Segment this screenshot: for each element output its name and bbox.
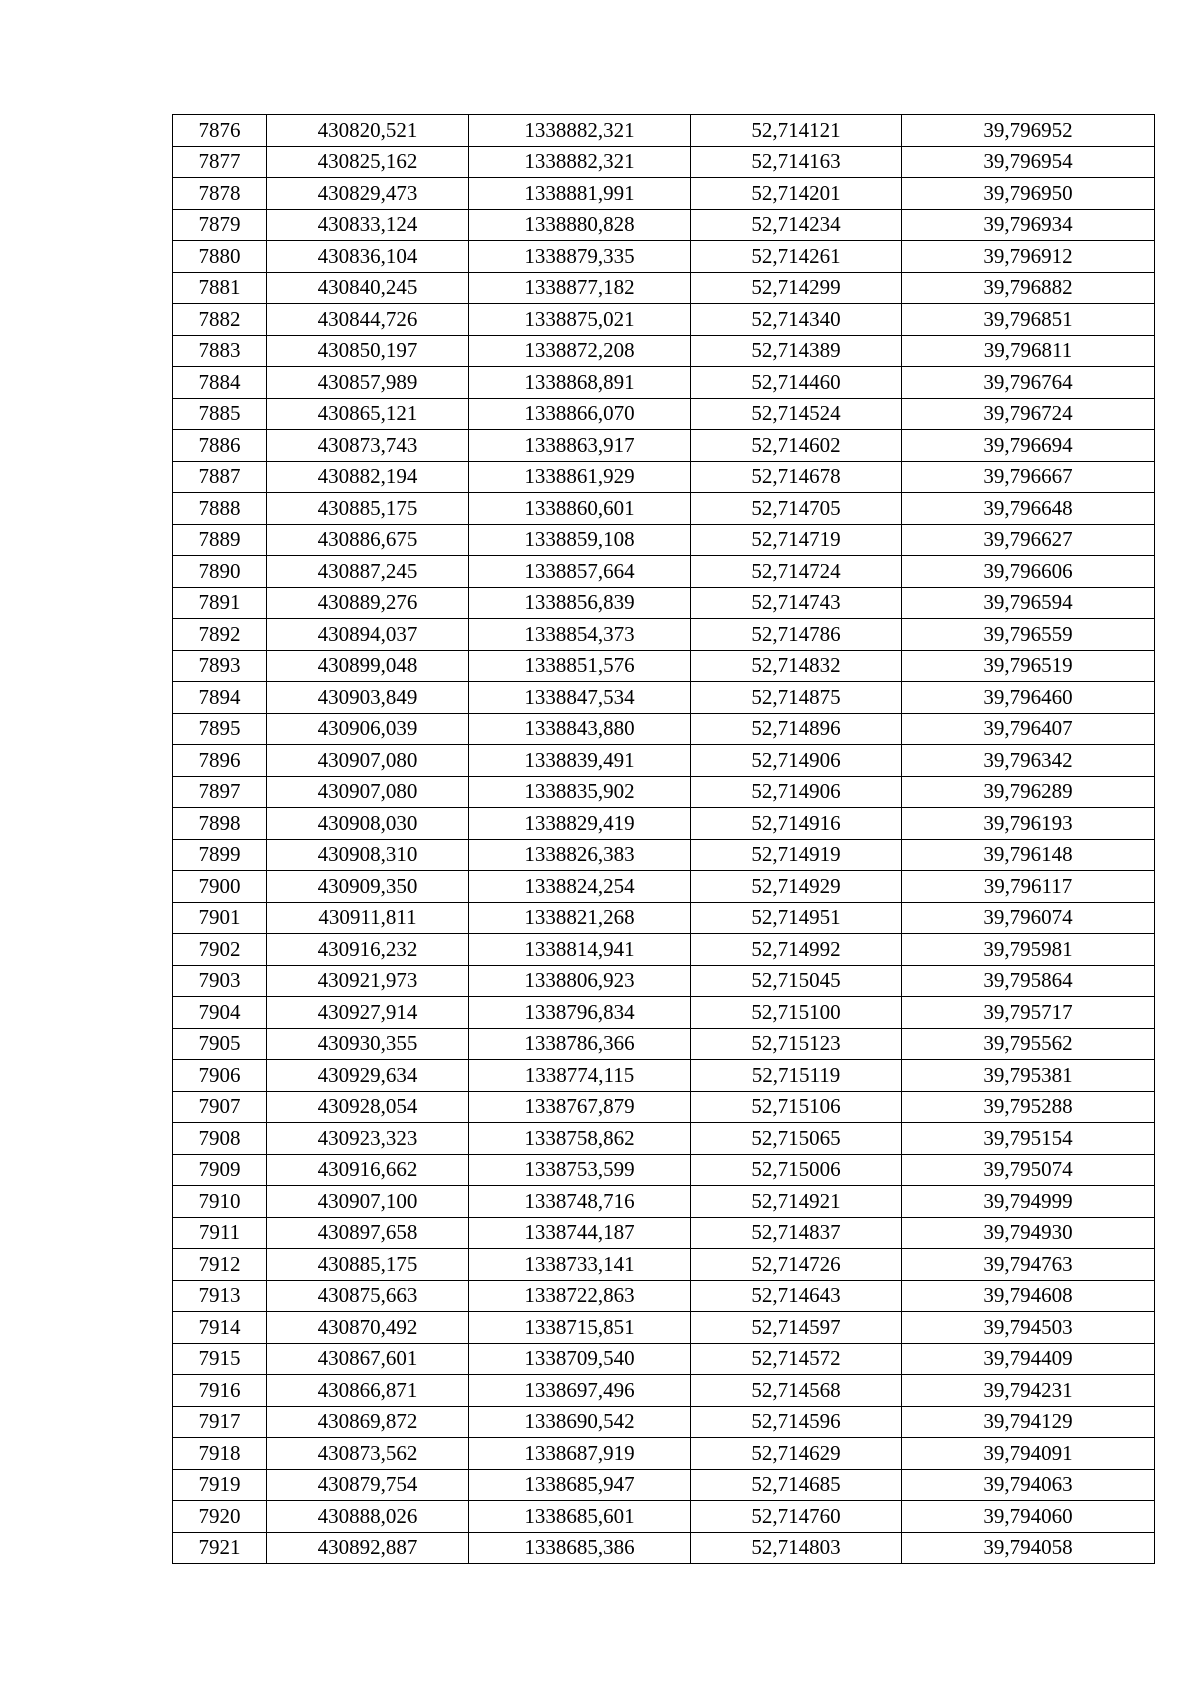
table-row <box>173 178 1155 210</box>
point-number-cell: 7921 <box>173 1532 267 1564</box>
point-number-cell: 7903 <box>173 965 267 997</box>
y-coordinate-cell: 1338709,540 <box>469 1343 691 1375</box>
table-row <box>173 1501 1155 1533</box>
table-row <box>173 619 1155 651</box>
x-coordinate-cell: 430927,914 <box>267 997 469 1029</box>
y-coordinate-cell: 1338715,851 <box>469 1312 691 1344</box>
x-coordinate-cell: 430903,849 <box>267 682 469 714</box>
latitude-cell: 52,714929 <box>691 871 902 903</box>
latitude-cell: 52,714896 <box>691 713 902 745</box>
table-row <box>173 839 1155 871</box>
y-coordinate-cell: 1338863,917 <box>469 430 691 462</box>
table-row <box>173 461 1155 493</box>
longitude-cell: 39,796934 <box>902 209 1155 241</box>
longitude-cell: 39,796594 <box>902 587 1155 619</box>
point-number-cell: 7882 <box>173 304 267 336</box>
point-number-cell: 7879 <box>173 209 267 241</box>
latitude-cell: 52,714837 <box>691 1217 902 1249</box>
y-coordinate-cell: 1338806,923 <box>469 965 691 997</box>
x-coordinate-cell: 430907,080 <box>267 745 469 777</box>
x-coordinate-cell: 430909,350 <box>267 871 469 903</box>
x-coordinate-cell: 430916,232 <box>267 934 469 966</box>
y-coordinate-cell: 1338690,542 <box>469 1406 691 1438</box>
x-coordinate-cell: 430869,872 <box>267 1406 469 1438</box>
y-coordinate-cell: 1338786,366 <box>469 1028 691 1060</box>
x-coordinate-cell: 430908,030 <box>267 808 469 840</box>
latitude-cell: 52,714919 <box>691 839 902 871</box>
latitude-cell: 52,714597 <box>691 1312 902 1344</box>
longitude-cell: 39,794608 <box>902 1280 1155 1312</box>
latitude-cell: 52,714916 <box>691 808 902 840</box>
y-coordinate-cell: 1338685,947 <box>469 1469 691 1501</box>
y-coordinate-cell: 1338758,862 <box>469 1123 691 1155</box>
y-coordinate-cell: 1338843,880 <box>469 713 691 745</box>
table-row <box>173 1312 1155 1344</box>
y-coordinate-cell: 1338854,373 <box>469 619 691 651</box>
y-coordinate-cell: 1338860,601 <box>469 493 691 525</box>
point-number-cell: 7890 <box>173 556 267 588</box>
x-coordinate-cell: 430873,562 <box>267 1438 469 1470</box>
point-number-cell: 7877 <box>173 146 267 178</box>
point-number-cell: 7905 <box>173 1028 267 1060</box>
x-coordinate-cell: 430879,754 <box>267 1469 469 1501</box>
x-coordinate-cell: 430867,601 <box>267 1343 469 1375</box>
longitude-cell: 39,795562 <box>902 1028 1155 1060</box>
x-coordinate-cell: 430923,323 <box>267 1123 469 1155</box>
longitude-cell: 39,795154 <box>902 1123 1155 1155</box>
table-row <box>173 650 1155 682</box>
table-row <box>173 965 1155 997</box>
point-number-cell: 7876 <box>173 115 267 147</box>
table-row <box>173 587 1155 619</box>
table-row <box>173 1249 1155 1281</box>
y-coordinate-cell: 1338857,664 <box>469 556 691 588</box>
latitude-cell: 52,714803 <box>691 1532 902 1564</box>
y-coordinate-cell: 1338767,879 <box>469 1091 691 1123</box>
longitude-cell: 39,795381 <box>902 1060 1155 1092</box>
x-coordinate-cell: 430889,276 <box>267 587 469 619</box>
y-coordinate-cell: 1338733,141 <box>469 1249 691 1281</box>
x-coordinate-cell: 430825,162 <box>267 146 469 178</box>
y-coordinate-cell: 1338866,070 <box>469 398 691 430</box>
point-number-cell: 7904 <box>173 997 267 1029</box>
x-coordinate-cell: 430899,048 <box>267 650 469 682</box>
x-coordinate-cell: 430908,310 <box>267 839 469 871</box>
longitude-cell: 39,795864 <box>902 965 1155 997</box>
x-coordinate-cell: 430866,871 <box>267 1375 469 1407</box>
y-coordinate-cell: 1338882,321 <box>469 115 691 147</box>
table-row <box>173 272 1155 304</box>
table-row <box>173 115 1155 147</box>
x-coordinate-cell: 430836,104 <box>267 241 469 273</box>
longitude-cell: 39,794129 <box>902 1406 1155 1438</box>
latitude-cell: 52,714121 <box>691 115 902 147</box>
table-row <box>173 1060 1155 1092</box>
latitude-cell: 52,715045 <box>691 965 902 997</box>
latitude-cell: 52,714906 <box>691 776 902 808</box>
point-number-cell: 7897 <box>173 776 267 808</box>
point-number-cell: 7896 <box>173 745 267 777</box>
table-row <box>173 241 1155 273</box>
x-coordinate-cell: 430840,245 <box>267 272 469 304</box>
latitude-cell: 52,714906 <box>691 745 902 777</box>
longitude-cell: 39,796460 <box>902 682 1155 714</box>
point-number-cell: 7885 <box>173 398 267 430</box>
point-number-cell: 7887 <box>173 461 267 493</box>
table-row <box>173 146 1155 178</box>
longitude-cell: 39,796289 <box>902 776 1155 808</box>
longitude-cell: 39,794763 <box>902 1249 1155 1281</box>
point-number-cell: 7898 <box>173 808 267 840</box>
longitude-cell: 39,796342 <box>902 745 1155 777</box>
longitude-cell: 39,795981 <box>902 934 1155 966</box>
y-coordinate-cell: 1338868,891 <box>469 367 691 399</box>
table-row <box>173 997 1155 1029</box>
y-coordinate-cell: 1338685,601 <box>469 1501 691 1533</box>
longitude-cell: 39,794063 <box>902 1469 1155 1501</box>
longitude-cell: 39,794930 <box>902 1217 1155 1249</box>
table-row <box>173 1123 1155 1155</box>
latitude-cell: 52,714685 <box>691 1469 902 1501</box>
longitude-cell: 39,796811 <box>902 335 1155 367</box>
x-coordinate-cell: 430892,887 <box>267 1532 469 1564</box>
latitude-cell: 52,714340 <box>691 304 902 336</box>
x-coordinate-cell: 430897,658 <box>267 1217 469 1249</box>
longitude-cell: 39,795288 <box>902 1091 1155 1123</box>
table-row <box>173 367 1155 399</box>
x-coordinate-cell: 430911,811 <box>267 902 469 934</box>
longitude-cell: 39,796117 <box>902 871 1155 903</box>
table-row <box>173 493 1155 525</box>
longitude-cell: 39,794091 <box>902 1438 1155 1470</box>
latitude-cell: 52,714568 <box>691 1375 902 1407</box>
table-row <box>173 1028 1155 1060</box>
longitude-cell: 39,796912 <box>902 241 1155 273</box>
table-row <box>173 1343 1155 1375</box>
point-number-cell: 7886 <box>173 430 267 462</box>
longitude-cell: 39,796606 <box>902 556 1155 588</box>
x-coordinate-cell: 430930,355 <box>267 1028 469 1060</box>
table-row <box>173 1186 1155 1218</box>
latitude-cell: 52,714524 <box>691 398 902 430</box>
x-coordinate-cell: 430916,662 <box>267 1154 469 1186</box>
point-number-cell: 7892 <box>173 619 267 651</box>
longitude-cell: 39,796074 <box>902 902 1155 934</box>
x-coordinate-cell: 430882,194 <box>267 461 469 493</box>
y-coordinate-cell: 1338821,268 <box>469 902 691 934</box>
point-number-cell: 7908 <box>173 1123 267 1155</box>
x-coordinate-cell: 430921,973 <box>267 965 469 997</box>
y-coordinate-cell: 1338697,496 <box>469 1375 691 1407</box>
longitude-cell: 39,796148 <box>902 839 1155 871</box>
x-coordinate-cell: 430875,663 <box>267 1280 469 1312</box>
point-number-cell: 7895 <box>173 713 267 745</box>
latitude-cell: 52,714719 <box>691 524 902 556</box>
latitude-cell: 52,714299 <box>691 272 902 304</box>
latitude-cell: 52,714786 <box>691 619 902 651</box>
point-number-cell: 7900 <box>173 871 267 903</box>
point-number-cell: 7888 <box>173 493 267 525</box>
point-number-cell: 7910 <box>173 1186 267 1218</box>
table-row <box>173 398 1155 430</box>
latitude-cell: 52,714163 <box>691 146 902 178</box>
table-row <box>173 556 1155 588</box>
point-number-cell: 7901 <box>173 902 267 934</box>
longitude-cell: 39,796407 <box>902 713 1155 745</box>
x-coordinate-cell: 430907,080 <box>267 776 469 808</box>
latitude-cell: 52,714234 <box>691 209 902 241</box>
coordinates-table <box>172 114 1155 1564</box>
latitude-cell: 52,714921 <box>691 1186 902 1218</box>
x-coordinate-cell: 430833,124 <box>267 209 469 241</box>
y-coordinate-cell: 1338824,254 <box>469 871 691 903</box>
x-coordinate-cell: 430906,039 <box>267 713 469 745</box>
coordinates-table-body <box>173 115 1155 1564</box>
y-coordinate-cell: 1338856,839 <box>469 587 691 619</box>
x-coordinate-cell: 430885,175 <box>267 493 469 525</box>
longitude-cell: 39,796627 <box>902 524 1155 556</box>
point-number-cell: 7902 <box>173 934 267 966</box>
point-number-cell: 7917 <box>173 1406 267 1438</box>
x-coordinate-cell: 430857,989 <box>267 367 469 399</box>
table-row <box>173 1438 1155 1470</box>
latitude-cell: 52,714743 <box>691 587 902 619</box>
latitude-cell: 52,714705 <box>691 493 902 525</box>
x-coordinate-cell: 430894,037 <box>267 619 469 651</box>
y-coordinate-cell: 1338774,115 <box>469 1060 691 1092</box>
latitude-cell: 52,714201 <box>691 178 902 210</box>
longitude-cell: 39,796950 <box>902 178 1155 210</box>
table-row <box>173 1154 1155 1186</box>
longitude-cell: 39,796559 <box>902 619 1155 651</box>
point-number-cell: 7912 <box>173 1249 267 1281</box>
latitude-cell: 52,714596 <box>691 1406 902 1438</box>
point-number-cell: 7918 <box>173 1438 267 1470</box>
point-number-cell: 7884 <box>173 367 267 399</box>
x-coordinate-cell: 430870,492 <box>267 1312 469 1344</box>
table-row <box>173 209 1155 241</box>
latitude-cell: 52,714992 <box>691 934 902 966</box>
point-number-cell: 7878 <box>173 178 267 210</box>
longitude-cell: 39,794231 <box>902 1375 1155 1407</box>
longitude-cell: 39,796193 <box>902 808 1155 840</box>
longitude-cell: 39,796667 <box>902 461 1155 493</box>
y-coordinate-cell: 1338879,335 <box>469 241 691 273</box>
longitude-cell: 39,796648 <box>902 493 1155 525</box>
y-coordinate-cell: 1338872,208 <box>469 335 691 367</box>
point-number-cell: 7880 <box>173 241 267 273</box>
y-coordinate-cell: 1338826,383 <box>469 839 691 871</box>
point-number-cell: 7913 <box>173 1280 267 1312</box>
x-coordinate-cell: 430928,054 <box>267 1091 469 1123</box>
y-coordinate-cell: 1338748,716 <box>469 1186 691 1218</box>
latitude-cell: 52,714951 <box>691 902 902 934</box>
longitude-cell: 39,796764 <box>902 367 1155 399</box>
y-coordinate-cell: 1338877,182 <box>469 272 691 304</box>
table-row <box>173 682 1155 714</box>
longitude-cell: 39,796952 <box>902 115 1155 147</box>
latitude-cell: 52,714760 <box>691 1501 902 1533</box>
x-coordinate-cell: 430887,245 <box>267 556 469 588</box>
point-number-cell: 7909 <box>173 1154 267 1186</box>
table-row <box>173 871 1155 903</box>
longitude-cell: 39,795717 <box>902 997 1155 1029</box>
point-number-cell: 7907 <box>173 1091 267 1123</box>
point-number-cell: 7893 <box>173 650 267 682</box>
longitude-cell: 39,796519 <box>902 650 1155 682</box>
y-coordinate-cell: 1338861,929 <box>469 461 691 493</box>
y-coordinate-cell: 1338744,187 <box>469 1217 691 1249</box>
point-number-cell: 7889 <box>173 524 267 556</box>
latitude-cell: 52,714678 <box>691 461 902 493</box>
y-coordinate-cell: 1338835,902 <box>469 776 691 808</box>
latitude-cell: 52,714643 <box>691 1280 902 1312</box>
latitude-cell: 52,714629 <box>691 1438 902 1470</box>
latitude-cell: 52,714460 <box>691 367 902 399</box>
y-coordinate-cell: 1338839,491 <box>469 745 691 777</box>
latitude-cell: 52,715065 <box>691 1123 902 1155</box>
y-coordinate-cell: 1338829,419 <box>469 808 691 840</box>
point-number-cell: 7916 <box>173 1375 267 1407</box>
x-coordinate-cell: 430929,634 <box>267 1060 469 1092</box>
y-coordinate-cell: 1338687,919 <box>469 1438 691 1470</box>
table-row <box>173 745 1155 777</box>
x-coordinate-cell: 430885,175 <box>267 1249 469 1281</box>
point-number-cell: 7919 <box>173 1469 267 1501</box>
y-coordinate-cell: 1338753,599 <box>469 1154 691 1186</box>
point-number-cell: 7920 <box>173 1501 267 1533</box>
longitude-cell: 39,796724 <box>902 398 1155 430</box>
point-number-cell: 7899 <box>173 839 267 871</box>
table-row <box>173 430 1155 462</box>
longitude-cell: 39,796851 <box>902 304 1155 336</box>
latitude-cell: 52,714602 <box>691 430 902 462</box>
latitude-cell: 52,714261 <box>691 241 902 273</box>
table-row <box>173 304 1155 336</box>
table-row <box>173 335 1155 367</box>
point-number-cell: 7915 <box>173 1343 267 1375</box>
x-coordinate-cell: 430850,197 <box>267 335 469 367</box>
y-coordinate-cell: 1338796,834 <box>469 997 691 1029</box>
point-number-cell: 7883 <box>173 335 267 367</box>
latitude-cell: 52,714572 <box>691 1343 902 1375</box>
table-row <box>173 934 1155 966</box>
longitude-cell: 39,795074 <box>902 1154 1155 1186</box>
point-number-cell: 7911 <box>173 1217 267 1249</box>
latitude-cell: 52,714724 <box>691 556 902 588</box>
y-coordinate-cell: 1338880,828 <box>469 209 691 241</box>
latitude-cell: 52,714875 <box>691 682 902 714</box>
table-row <box>173 713 1155 745</box>
x-coordinate-cell: 430886,675 <box>267 524 469 556</box>
y-coordinate-cell: 1338685,386 <box>469 1532 691 1564</box>
longitude-cell: 39,794409 <box>902 1343 1155 1375</box>
point-number-cell: 7906 <box>173 1060 267 1092</box>
latitude-cell: 52,715123 <box>691 1028 902 1060</box>
longitude-cell: 39,794060 <box>902 1501 1155 1533</box>
point-number-cell: 7914 <box>173 1312 267 1344</box>
table-row <box>173 1469 1155 1501</box>
longitude-cell: 39,796954 <box>902 146 1155 178</box>
table-row <box>173 1406 1155 1438</box>
x-coordinate-cell: 430907,100 <box>267 1186 469 1218</box>
table-row <box>173 1375 1155 1407</box>
table-row <box>173 776 1155 808</box>
latitude-cell: 52,715119 <box>691 1060 902 1092</box>
y-coordinate-cell: 1338875,021 <box>469 304 691 336</box>
latitude-cell: 52,714389 <box>691 335 902 367</box>
y-coordinate-cell: 1338881,991 <box>469 178 691 210</box>
x-coordinate-cell: 430844,726 <box>267 304 469 336</box>
latitude-cell: 52,714726 <box>691 1249 902 1281</box>
x-coordinate-cell: 430873,743 <box>267 430 469 462</box>
longitude-cell: 39,796694 <box>902 430 1155 462</box>
point-number-cell: 7881 <box>173 272 267 304</box>
y-coordinate-cell: 1338851,576 <box>469 650 691 682</box>
table-row <box>173 1091 1155 1123</box>
longitude-cell: 39,794503 <box>902 1312 1155 1344</box>
point-number-cell: 7894 <box>173 682 267 714</box>
table-row <box>173 1532 1155 1564</box>
longitude-cell: 39,794058 <box>902 1532 1155 1564</box>
latitude-cell: 52,715106 <box>691 1091 902 1123</box>
x-coordinate-cell: 430820,521 <box>267 115 469 147</box>
latitude-cell: 52,714832 <box>691 650 902 682</box>
latitude-cell: 52,715100 <box>691 997 902 1029</box>
y-coordinate-cell: 1338882,321 <box>469 146 691 178</box>
x-coordinate-cell: 430888,026 <box>267 1501 469 1533</box>
longitude-cell: 39,794999 <box>902 1186 1155 1218</box>
table-row <box>173 902 1155 934</box>
x-coordinate-cell: 430829,473 <box>267 178 469 210</box>
y-coordinate-cell: 1338847,534 <box>469 682 691 714</box>
longitude-cell: 39,796882 <box>902 272 1155 304</box>
table-row <box>173 524 1155 556</box>
y-coordinate-cell: 1338814,941 <box>469 934 691 966</box>
x-coordinate-cell: 430865,121 <box>267 398 469 430</box>
latitude-cell: 52,715006 <box>691 1154 902 1186</box>
y-coordinate-cell: 1338859,108 <box>469 524 691 556</box>
table-row <box>173 808 1155 840</box>
y-coordinate-cell: 1338722,863 <box>469 1280 691 1312</box>
table-row <box>173 1280 1155 1312</box>
table-row <box>173 1217 1155 1249</box>
point-number-cell: 7891 <box>173 587 267 619</box>
